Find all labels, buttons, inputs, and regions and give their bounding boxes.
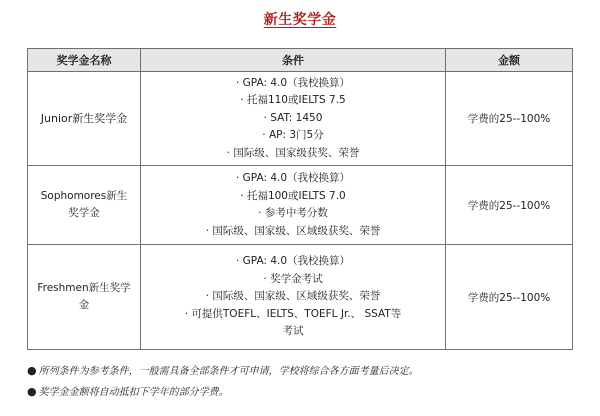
note-text: 所列条件为参考条件，一般需具备全部条件才可申请，学校将综合各方面考量后决定。	[38, 366, 419, 377]
scholarship-name-line: 金	[78, 299, 90, 311]
condition-item: · 托福100或IELTS 7.0	[240, 189, 346, 202]
condition-item: 考试	[282, 325, 304, 338]
amount-cell: 学费的25--100%	[446, 245, 573, 350]
scholarship-name	[28, 166, 141, 245]
condition-item: · 托福110或IELTS 7.5	[240, 94, 346, 107]
scholarship-name-line: 奖学金	[68, 207, 100, 219]
page-title: 新生奖学金	[263, 12, 337, 28]
bullet-icon: ●	[27, 385, 37, 398]
conditions-cell	[141, 166, 446, 245]
condition-item: · GPA: 4.0（我校换算）	[235, 172, 351, 184]
condition-item: · SAT: 1450	[263, 111, 323, 124]
header-conditions: 条件	[141, 49, 446, 72]
scholarship-name-line: Freshmen新生奖学	[37, 281, 131, 294]
condition-item: · GPA: 4.0（我校换算）	[235, 76, 351, 89]
scholarship-table	[27, 48, 573, 350]
conditions-cell	[141, 72, 446, 166]
notes	[27, 361, 587, 403]
conditions-cell	[141, 245, 446, 350]
scholarship-name-line: Sophomores新生	[40, 189, 128, 202]
amount-cell: 学费的25--100%	[446, 72, 573, 166]
scholarship-name	[28, 245, 141, 350]
note-item	[27, 361, 587, 382]
condition-item: · 参考中考分数	[258, 207, 328, 219]
header-amount: 金额	[446, 49, 573, 72]
note-item	[27, 382, 587, 403]
note-text: 奖学金金额将自动抵扣下学年的部分学费。	[38, 387, 229, 398]
table-row	[28, 166, 573, 245]
condition-item: · GPA: 4.0（我校换算）	[235, 255, 351, 268]
table-row	[28, 245, 573, 350]
scholarship-name: Junior新生奖学金	[28, 72, 141, 166]
table-header-row	[28, 49, 573, 72]
condition-item: · 国际级、国家级、区域级获奖、荣誉	[205, 290, 381, 303]
condition-item: · 奖学金考试	[263, 272, 323, 285]
amount-cell: 学费的25--100%	[446, 166, 573, 245]
condition-item: · 可提供TOEFL、IELTS、TOEFL Jr.、 SSAT等	[184, 307, 402, 320]
table-row	[28, 72, 573, 166]
bullet-icon: ●	[27, 364, 37, 377]
condition-item: · 国际级、国家级获奖、荣誉	[226, 146, 360, 159]
condition-item: · AP: 3门5分	[262, 129, 324, 142]
header-scholarship-name: 奖学金名称	[28, 49, 141, 72]
condition-item: · 国际级、国家级、区域级获奖、荣誉	[205, 224, 381, 237]
